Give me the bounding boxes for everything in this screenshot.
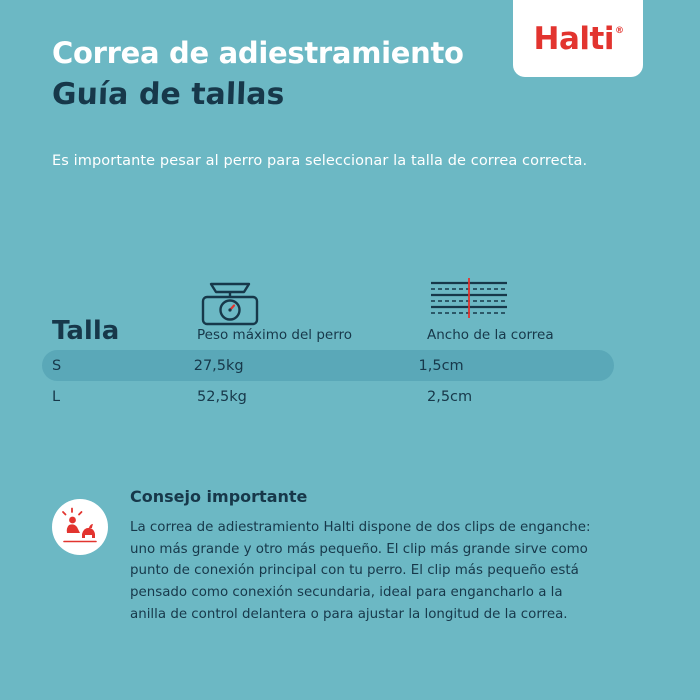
table-header-weight xyxy=(197,269,427,350)
size-table xyxy=(52,250,627,412)
cell-width: 2,5cm xyxy=(427,388,473,405)
registered-mark: ® xyxy=(614,26,624,37)
column-label-size: Talla xyxy=(52,316,120,346)
cell-max-weight: 27,5kg xyxy=(193,357,244,374)
brand-logo-text: Halti® xyxy=(533,20,624,57)
header-block xyxy=(52,0,652,169)
cell-max-weight: 52,5kg xyxy=(197,388,247,405)
tip-badge xyxy=(52,499,108,555)
scale-icon xyxy=(197,269,427,327)
tip-text-wrap xyxy=(130,487,600,626)
leash-width-icon xyxy=(427,269,627,327)
tip-block xyxy=(52,487,642,626)
page-subtitle: Guía de tallas xyxy=(51,76,286,112)
table-row xyxy=(52,381,627,412)
intro-text: Es importante pesar al perro para seleccionar la talla de correa correcta. xyxy=(52,152,588,169)
table-header-row xyxy=(52,250,627,350)
table-header-width xyxy=(427,269,627,350)
cell-size: S xyxy=(52,357,62,374)
tip-body: La correa de adiestramiento Halti dispone de dos clips de enganche: uno más grande y otro más pequeño. El clip más grande sirve como punto de conexión principal con tu perro. El clip más pequeño está pensado como conexión secundaria, ideal para engancharlo a la anilla de control delantera o para ajustar la longitud de la correa. xyxy=(130,520,591,622)
column-label-weight: Peso máximo del perro xyxy=(197,327,353,343)
cell-width: 1,5cm xyxy=(418,357,464,374)
table-row xyxy=(42,350,614,381)
table-header-size xyxy=(52,316,197,350)
dog-training-idea-icon xyxy=(60,507,100,547)
cell-size: L xyxy=(52,388,61,405)
column-label-width: Ancho de la correa xyxy=(427,327,554,343)
page-title: Correa de adiestramiento xyxy=(52,36,464,70)
tip-title: Consejo importante xyxy=(130,487,308,506)
